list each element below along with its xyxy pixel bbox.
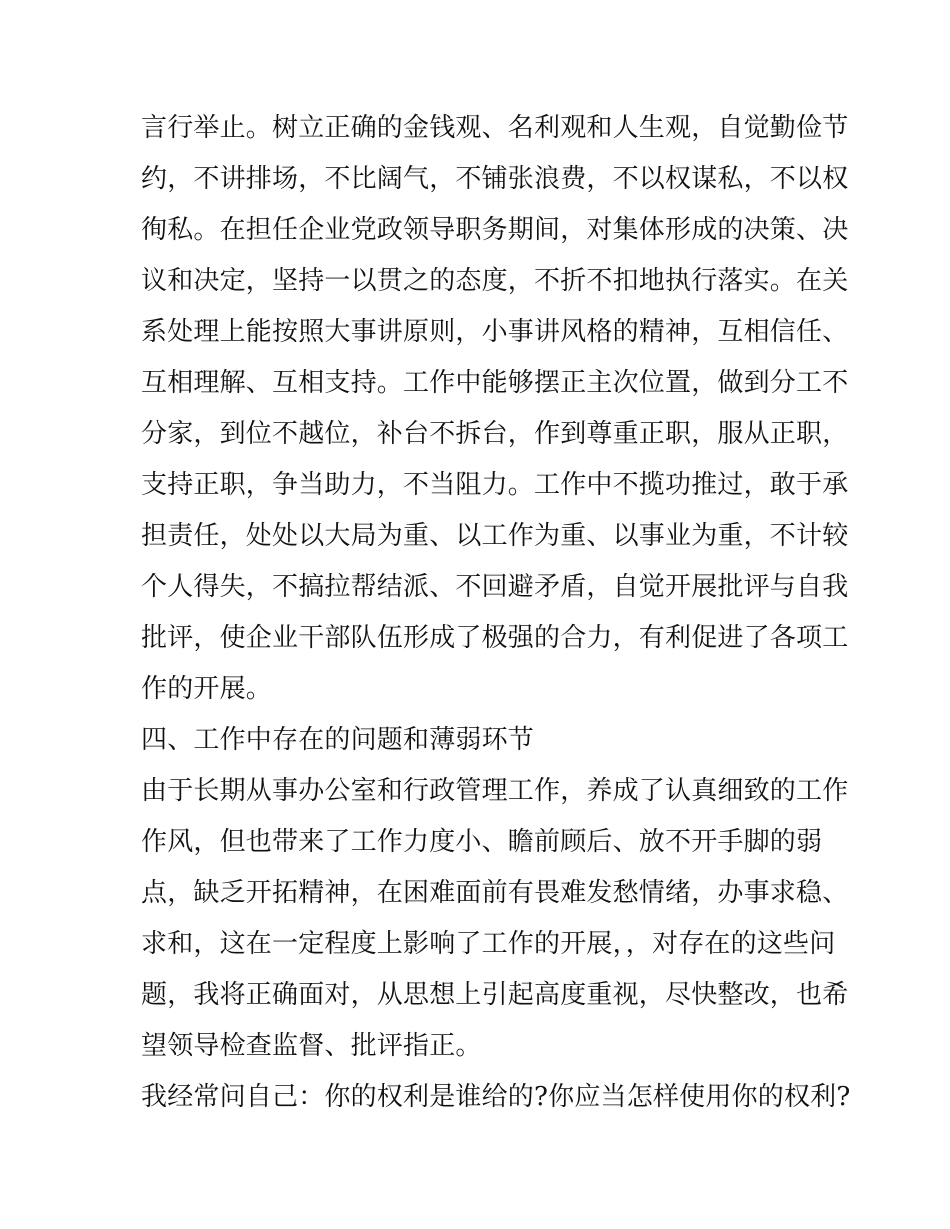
text-line: 个人得失，不搞拉帮结派、不回避矛盾，自觉开展批评与自我 — [141, 572, 849, 602]
text-line: 系处理上能按照大事讲原则，小事讲风格的精神，互相信任、 — [141, 317, 849, 347]
section-heading: 四、工作中存在的问题和薄弱环节 — [141, 725, 535, 755]
text-line: 徇私。在担任企业党政领导职务期间，对集体形成的决策、决 — [141, 215, 849, 245]
text-line: 望领导检查监督、批评指正。 — [141, 1031, 482, 1061]
text-line: 分家，到位不越位，补台不拆台，作到尊重正职，服从正职， — [141, 419, 849, 449]
document-body — [141, 103, 851, 1123]
text-line: 求和，这在一定程度上影响了工作的开展，，对存在的这些问 — [141, 929, 836, 959]
text-line: 互相理解、互相支持。工作中能够摆正主次位置，做到分工不 — [141, 368, 849, 398]
text-line: 作风，但也带来了工作力度小、瞻前顾后、放不开手脚的弱 — [141, 827, 823, 857]
text-line: 题，我将正确面对，从思想上引起高度重视，尽快整改，也希 — [141, 980, 849, 1010]
text-line: 言行举止。树立正确的金钱观、名利观和人生观，自觉勤俭节 — [141, 113, 849, 143]
text-line: 我经常问自己：你的权利是谁给的?你应当怎样使用你的权利? — [141, 1082, 851, 1112]
text-line: 点，缺乏开拓精神，在困难面前有畏难发愁情绪，办事求稳、 — [141, 878, 849, 908]
text-line: 担责任，处处以大局为重、以工作为重、以事业为重，不计较 — [141, 521, 849, 551]
text-line: 作的开展。 — [141, 674, 273, 704]
text-line: 批评，使企业干部队伍形成了极强的合力，有利促进了各项工 — [141, 623, 849, 653]
text-line: 约，不讲排场，不比阔气，不铺张浪费，不以权谋私，不以权 — [141, 164, 849, 194]
text-line: 由于长期从事办公室和行政管理工作，养成了认真细致的工作 — [141, 776, 849, 806]
text-line: 议和决定，坚持一以贯之的态度，不折不扣地执行落实。在关 — [141, 266, 849, 296]
text-line: 支持正职，争当助力，不当阻力。工作中不揽功推过，敢于承 — [141, 470, 849, 500]
